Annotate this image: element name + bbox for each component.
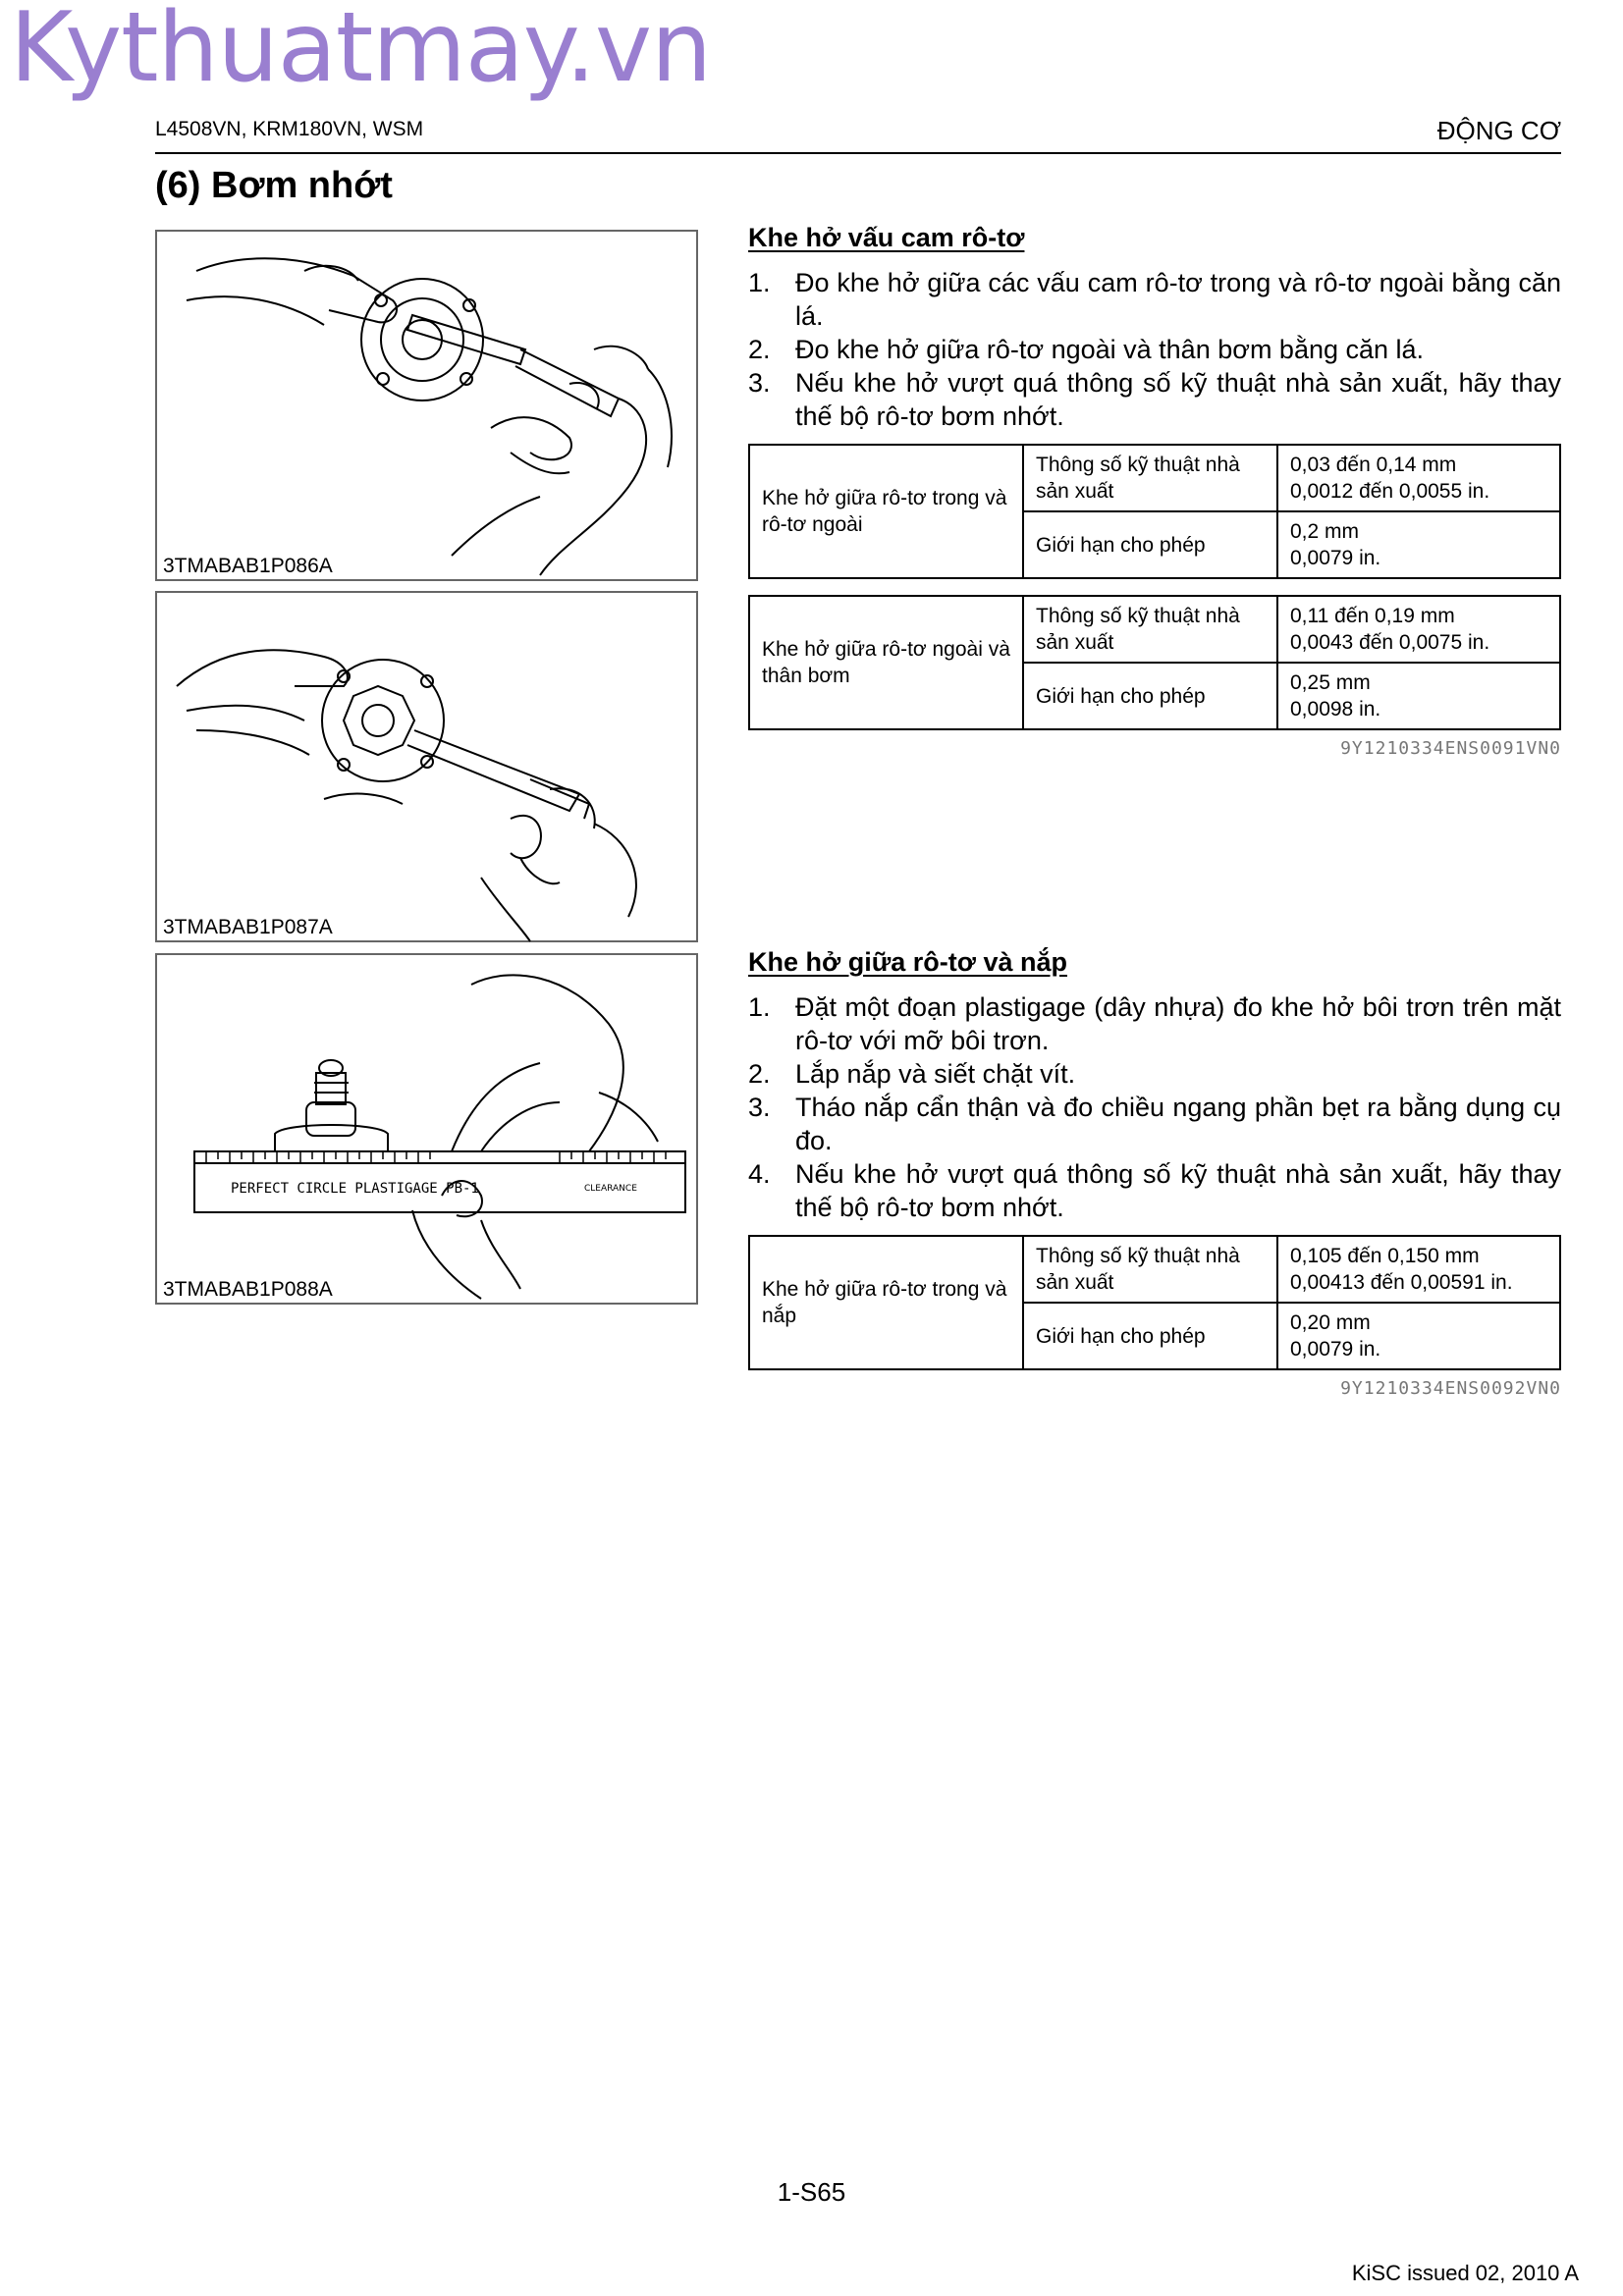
figure-3-ruler-small: CLEARANCE [584,1184,637,1194]
watermark-logo: Kythuatmay.vn [10,0,712,104]
figure-2-illustration [157,593,700,944]
figure-2 [155,591,698,942]
page-number: 1-S65 [777,2177,846,2207]
block2-code: 9Y1210334ENS0092VN0 [1340,1378,1561,1399]
limit-label: Giới hạn cho phép [1023,511,1277,578]
figure-1-caption: 3TMABAB1P086A [163,555,333,577]
spec-label: Thông số kỹ thuật nhà sản xuất [1023,596,1277,663]
issued-note: KiSC issued 02, 2010 A [1351,2261,1579,2285]
block2-step-3: 3. Tháo nắp cẩn thận và đo chiều ngang phần bẹt ra bằng dụng cụ đo. [748,1093,1561,1155]
spec-label: Thông số kỹ thuật nhà sản xuất [1023,445,1277,511]
figure-3-illustration [157,955,700,1307]
limit-label: Giới hạn cho phép [1023,1303,1277,1369]
limit-label: Giới hạn cho phép [1023,663,1277,729]
block1-spec-table-2 [748,595,1561,730]
section-title: (6) Bơm nhớt [155,165,393,206]
limit-value: 0,20 mm 0,0079 in. [1277,1303,1560,1369]
limit-value: 0,2 mm 0,0079 in. [1277,511,1560,578]
header-section: ĐỘNG CƠ [1436,116,1561,145]
block2-step-2: 2. Lắp nắp và siết chặt vít. [748,1059,1076,1089]
spec-item: Khe hở giữa rô-tơ trong và nắp [749,1236,1023,1369]
figure-1-illustration [157,232,700,583]
figure-1 [155,230,698,581]
block2-spec-table [748,1235,1561,1370]
block2-step-1: 1. Đặt một đoạn plastigage (dây nhựa) đo khe hở bôi trơn trên mặt rô-tơ với mỡ bôi trơn. [748,992,1561,1055]
block2-steps [748,990,1561,1224]
figure-2-caption: 3TMABAB1P087A [163,916,333,938]
figure-3-ruler-text: PERFECT CIRCLE PLASTIGAGE PB-1 [231,1181,479,1197]
spec-value: 0,105 đến 0,150 mm 0,00413 đến 0,00591 in. [1277,1236,1560,1303]
figure-3-caption: 3TMABAB1P088A [163,1278,333,1301]
header-models: L4508VN, KRM180VN, WSM [155,118,424,140]
block2-title: Khe hở giữa rô-tơ và nắp [748,947,1067,977]
spec-label: Thông số kỹ thuật nhà sản xuất [1023,1236,1277,1303]
figure-3 [155,953,698,1305]
block1-code: 9Y1210334ENS0091VN0 [1340,738,1561,759]
block1-step-2: 2. Đo khe hở giữa rô-tơ ngoài và thân bơm bằng căn lá. [748,335,1425,364]
block1-step-3: 3. Nếu khe hở vượt quá thông số kỹ thuật nhà sản xuất, hãy thay thế bộ rô-tơ bơm nhớt. [748,368,1561,431]
block1-spec-table-1 [748,444,1561,579]
header-rule [155,152,1561,154]
spec-value: 0,03 đến 0,14 mm 0,0012 đến 0,0055 in. [1277,445,1560,511]
spec-item: Khe hở giữa rô-tơ ngoài và thân bơm [749,596,1023,729]
block2-step-4: 4. Nếu khe hở vượt quá thông số kỹ thuật nhà sản xuất, hãy thay thế bộ rô-tơ bơm nhớt. [748,1159,1561,1222]
spec-item: Khe hở giữa rô-tơ trong và rô-tơ ngoài [749,445,1023,578]
block1-steps [748,266,1561,433]
spec-value: 0,11 đến 0,19 mm 0,0043 đến 0,0075 in. [1277,596,1560,663]
limit-value: 0,25 mm 0,0098 in. [1277,663,1560,729]
block1-step-1: 1. Đo khe hở giữa các vấu cam rô-tơ trong và rô-tơ ngoài bằng căn lá. [748,268,1561,331]
block1-title: Khe hở vấu cam rô-tơ [748,223,1025,252]
